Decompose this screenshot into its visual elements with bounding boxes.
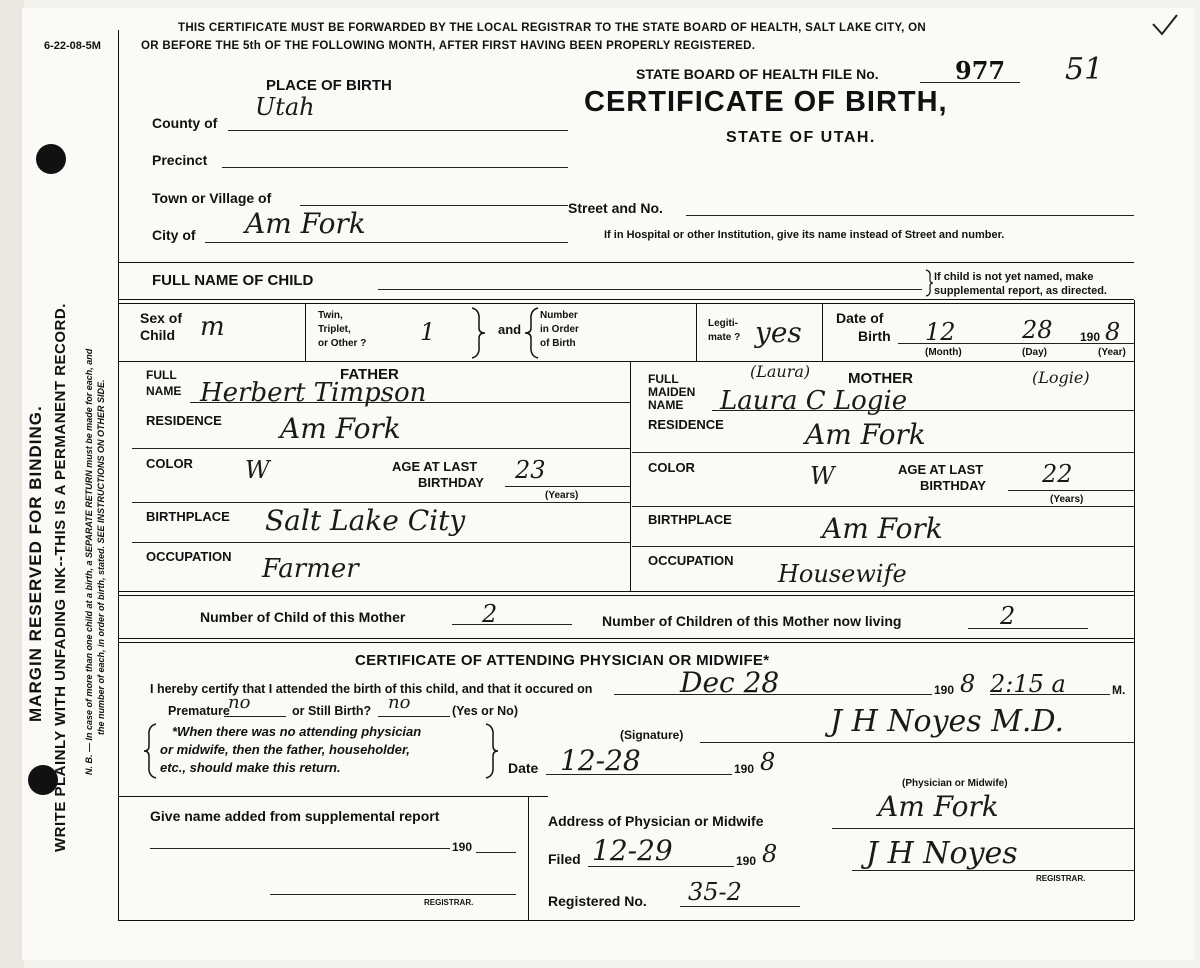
mother-full-label: FULL	[648, 372, 679, 386]
rule-below-name-2	[118, 303, 1134, 304]
county-value: Utah	[255, 93, 315, 121]
rule-above-physician	[118, 638, 1134, 639]
hospital-note: If in Hospital or other Institution, give its name instead of Street and number.	[604, 229, 1005, 241]
stillbirth-label: or Still Birth?	[292, 704, 372, 718]
rule-below-parents	[118, 591, 1134, 592]
year-label: (Year)	[1098, 347, 1126, 358]
order-label-2: in Order	[540, 324, 579, 335]
father-residence-value: Am Fork	[280, 412, 401, 445]
dob-year-prefix: 190	[1080, 330, 1101, 344]
registered-line	[680, 906, 800, 907]
date-label: Date	[508, 760, 539, 776]
filed-value: 12-29	[592, 834, 673, 867]
city-line	[205, 242, 568, 243]
div-legit	[822, 303, 823, 361]
stillbirth-value: no	[388, 692, 411, 713]
father-age-value: 23	[515, 456, 546, 484]
twin-value: 1	[420, 318, 436, 346]
place-of-birth-heading: PLACE OF BIRTH	[266, 77, 392, 94]
street-line	[686, 215, 1134, 216]
frame-bottom	[118, 920, 1134, 921]
bracket-unnamed	[924, 268, 934, 298]
registered-label: Registered No.	[548, 893, 647, 909]
father-occupation-value: Farmer	[262, 554, 359, 584]
margin-note-line1: N. B. — In case of more than one child at a birth, a SEPARATE RETURN must be made for each, and	[84, 348, 94, 775]
father-name-value: Herbert Timpson	[200, 378, 427, 408]
mother-age-label-1: AGE AT LAST	[898, 462, 984, 477]
twin-label-2: Triplet,	[318, 324, 351, 335]
file-number-value: 977	[955, 56, 1006, 85]
mother-residence-line	[632, 452, 1134, 453]
children-living-label: Number of Children of this Mother now living	[602, 613, 902, 629]
registrar-signature: J H Noyes	[866, 836, 1018, 871]
dob-day: 28	[1022, 316, 1053, 344]
address-label: Address of Physician or Midwife	[548, 813, 764, 829]
rule-above-registrar	[118, 796, 548, 797]
header-notice-line1: THIS CERTIFICATE MUST BE FORWARDED BY THE LOCAL REGISTRAR TO THE STATE BOARD OF HEALTH, SALT LAKE CITY, ON	[178, 22, 926, 34]
father-heading: FATHER	[340, 366, 399, 383]
div-sex	[305, 303, 306, 361]
mother-color-value: W	[810, 462, 835, 490]
signed-date-value: 12-28	[560, 744, 641, 777]
filed-year-prefix: 190	[736, 854, 757, 868]
bracket-note-left	[142, 722, 158, 780]
certificate-title: CERTIFICATE OF BIRTH,	[584, 86, 948, 118]
frame-left	[118, 30, 119, 920]
father-birthplace-line	[132, 542, 630, 543]
precinct-line	[222, 167, 568, 168]
mother-residence-label: RESIDENCE	[648, 417, 724, 432]
yesno-label: (Yes or No)	[452, 704, 518, 718]
child-number-label: Number of Child of this Mother	[200, 609, 406, 625]
legit-label-2: mate ?	[708, 332, 741, 343]
filed-line	[588, 866, 734, 867]
bracket-twin	[470, 306, 488, 360]
dob-month: 12	[925, 318, 956, 346]
father-color-line	[132, 502, 630, 503]
twin-label-3: or Other ?	[318, 338, 367, 349]
father-name-line	[190, 402, 630, 403]
child-name-label: FULL NAME OF CHILD	[152, 272, 314, 289]
unnamed-note-line2: supplemental report, as directed.	[934, 285, 1107, 297]
order-label-3: of Birth	[540, 338, 576, 349]
mother-occupation-label: OCCUPATION	[648, 553, 734, 568]
state-title: STATE OF UTAH.	[726, 129, 876, 146]
margin-note-line2: the number of each, in order of birth, stated. SEE INSTRUCTIONS ON OTHER SIDE.	[96, 379, 106, 735]
birth-time-value: 2:15 a	[990, 670, 1066, 698]
premature-line	[224, 716, 286, 717]
mother-color-line	[632, 506, 1134, 507]
unnamed-note-line1: If child is not yet named, make	[934, 271, 1094, 283]
file-annotation: 51	[1065, 52, 1104, 87]
sex-label-1: Sex of	[140, 310, 183, 326]
address-line	[832, 828, 1134, 829]
father-color-label: COLOR	[146, 456, 193, 471]
certify-text: I hereby certify that I attended the birth of this child, and that it occured on	[150, 682, 593, 696]
father-birthplace-value: Salt Lake City	[265, 504, 466, 537]
mother-age-line	[1008, 490, 1134, 491]
address-value: Am Fork	[878, 790, 999, 823]
mother-residence-value: Am Fork	[805, 418, 926, 451]
file-number-line	[920, 82, 1020, 83]
sex-label-2: Child	[140, 327, 175, 343]
supplemental-registrar-label: REGISTRAR.	[424, 898, 474, 907]
physician-note-line3: etc., should make this return.	[160, 760, 341, 775]
precinct-label: Precinct	[152, 152, 208, 168]
and-label: and	[498, 322, 522, 337]
mother-name-note-2: (Logie)	[1032, 368, 1090, 387]
registrar-signature-line	[852, 870, 1134, 871]
mother-name-line	[712, 410, 1134, 411]
mother-age-value: 22	[1042, 460, 1073, 488]
bracket-order	[522, 306, 540, 360]
city-value: Am Fork	[245, 207, 366, 240]
child-number-line	[452, 624, 572, 625]
premature-label: Premature	[168, 704, 230, 718]
father-full-label: FULL	[146, 368, 177, 382]
div-parents	[630, 361, 631, 591]
child-number-value: 2	[482, 600, 498, 628]
birth-year-value: 8	[960, 670, 976, 698]
m-label: M.	[1112, 683, 1126, 697]
binding-hole-top	[36, 144, 66, 174]
dob-year: 8	[1105, 318, 1121, 346]
father-occupation-label: OCCUPATION	[146, 549, 232, 564]
frame-right	[1134, 300, 1135, 920]
signature-label: (Signature)	[620, 728, 684, 742]
mother-birthplace-value: Am Fork	[822, 512, 943, 545]
div-order	[696, 303, 697, 361]
legit-label-1: Legiti-	[708, 318, 738, 329]
supplemental-line-2	[476, 852, 516, 853]
birth-time-line	[990, 694, 1110, 695]
father-residence-line	[132, 448, 630, 449]
father-age-label-2: BIRTHDAY	[418, 475, 484, 490]
county-label: County of	[152, 115, 218, 131]
physician-note-line1: *When there was no attending physician	[172, 724, 422, 739]
twin-label-1: Twin,	[318, 310, 343, 321]
form-code: 6-22-08-5M	[44, 40, 101, 52]
street-label: Street and No.	[568, 200, 663, 216]
day-label: (Day)	[1022, 347, 1048, 358]
father-birthplace-label: BIRTHPLACE	[146, 509, 230, 524]
supplemental-line-3	[270, 894, 516, 895]
legit-value: yes	[755, 316, 802, 349]
filing-registrar-label: REGISTRAR.	[1036, 874, 1086, 883]
mother-color-label: COLOR	[648, 460, 695, 475]
div-registrar	[528, 796, 529, 920]
rule-below-name	[118, 299, 1134, 300]
birth-date-line	[614, 694, 932, 695]
child-name-line	[378, 289, 922, 290]
premature-value: no	[228, 692, 251, 713]
father-age-label-1: AGE AT LAST	[392, 459, 478, 474]
mother-years-label: (Years)	[1050, 494, 1084, 505]
signed-date-line	[546, 774, 732, 775]
stillbirth-line	[378, 716, 450, 717]
supplemental-label: Give name added from supplemental report	[150, 808, 440, 824]
signature-value: J H Noyes M.D.	[830, 704, 1064, 739]
sex-value: m	[200, 312, 225, 342]
father-name-label: NAME	[146, 384, 182, 398]
rule-above-physician-2	[118, 642, 1134, 643]
signature-line	[700, 742, 1134, 743]
rule-above-name	[118, 262, 1134, 263]
torn-edge	[0, 0, 24, 968]
bracket-note-right	[484, 722, 500, 780]
birth-year-prefix: 190	[934, 683, 955, 697]
margin-ink-text: WRITE PLAINLY WITH UNFADING INK--THIS IS A PERMANENT RECORD.	[52, 303, 69, 852]
physician-heading: CERTIFICATE OF ATTENDING PHYSICIAN OR MIDWIFE*	[355, 652, 770, 669]
mother-maiden-label: MAIDEN	[648, 385, 696, 399]
registered-value: 35-2	[688, 878, 742, 906]
mother-age-label-2: BIRTHDAY	[920, 478, 986, 493]
children-living-line	[968, 628, 1088, 629]
mother-occupation-value: Housewife	[778, 560, 907, 588]
mother-name-label: NAME	[648, 398, 684, 412]
signed-year-value: 8	[760, 748, 776, 776]
check-mark	[1150, 12, 1180, 38]
mother-heading: MOTHER	[848, 370, 913, 387]
physician-note-line2: or midwife, then the father, householder,	[160, 742, 410, 757]
margin-binding-text: MARGIN RESERVED FOR BINDING.	[26, 405, 45, 722]
father-color-value: W	[245, 456, 270, 484]
filed-year-value: 8	[762, 840, 778, 868]
birth-date-value: Dec 28	[680, 666, 780, 699]
mother-birthplace-label: BIRTHPLACE	[648, 512, 732, 527]
dob-label-1: Date of	[836, 310, 884, 326]
mother-birthplace-line	[632, 546, 1134, 547]
town-line	[300, 205, 568, 206]
city-label: City of	[152, 227, 196, 243]
filed-label: Filed	[548, 851, 581, 867]
header-notice-line2: OR BEFORE THE 5th OF THE FOLLOWING MONTH, AFTER FIRST HAVING BEEN PROPERLY REGISTERED.	[141, 40, 756, 52]
signature-sub-label: (Physician or Midwife)	[902, 778, 1008, 789]
mother-name-note-1: (Laura)	[750, 362, 811, 381]
rule-below-parents-2	[118, 595, 1134, 596]
supplemental-year-prefix: 190	[452, 840, 473, 854]
signed-year-prefix: 190	[734, 762, 755, 776]
children-living-value: 2	[1000, 602, 1016, 630]
rule-below-child	[118, 361, 1134, 362]
dob-label-2: Birth	[858, 328, 891, 344]
month-label: (Month)	[925, 347, 962, 358]
town-label: Town or Village of	[152, 190, 272, 206]
father-residence-label: RESIDENCE	[146, 413, 222, 428]
county-line	[228, 130, 568, 131]
order-label-1: Number	[540, 310, 578, 321]
mother-name-value: Laura C Logie	[720, 386, 908, 416]
supplemental-line-1	[150, 848, 450, 849]
father-age-line	[505, 486, 630, 487]
father-years-label: (Years)	[545, 490, 579, 501]
file-number-label: STATE BOARD OF HEALTH FILE No.	[636, 66, 879, 82]
